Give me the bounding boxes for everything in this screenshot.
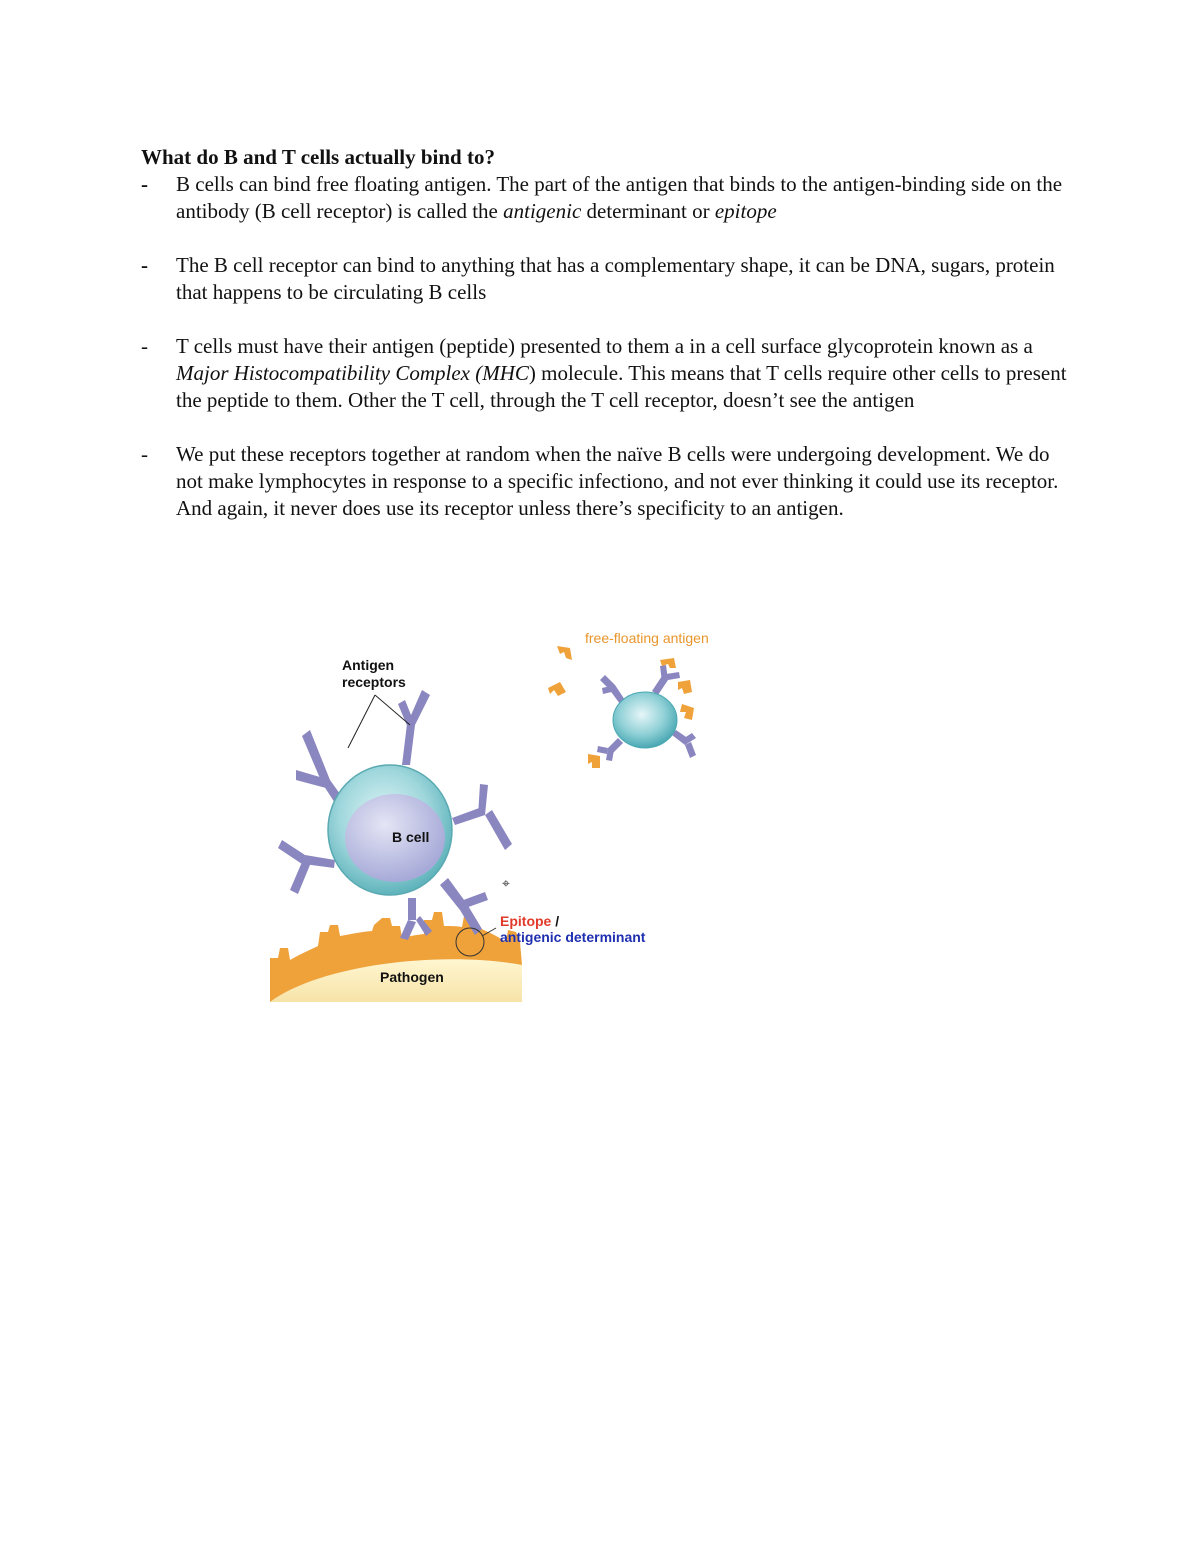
text-run: ) molecule. This means that T cells require other cells to present the peptide to them. Other the T cell, through the T cell receptor, doesn’t see the antigen <box>176 361 1067 412</box>
slash: / <box>551 913 560 929</box>
bullet-marker: - <box>141 172 148 196</box>
bullet-marker: - <box>141 253 148 277</box>
bullet-list <box>141 171 1071 549</box>
bullet-item <box>141 171 1071 225</box>
bullet-text <box>176 172 1062 223</box>
free-floating-antigen-figure <box>548 630 709 768</box>
antigenic-determinant-label: antigenic determinant <box>500 929 646 945</box>
b-cell-diagram-svg <box>260 620 740 1020</box>
free-floating-label: free-floating antigen <box>585 630 709 646</box>
bullet-text <box>176 442 1058 520</box>
label-line-2: receptors <box>342 674 406 690</box>
italic-run: epitope <box>714 199 777 223</box>
text-run: determinant or <box>581 199 715 223</box>
bullet-item <box>141 252 1071 306</box>
bullet-text <box>176 334 1067 412</box>
italic-run: Major Histocompatibility Complex (MHC <box>176 361 529 385</box>
bullet-item <box>141 441 1071 522</box>
b-cell <box>328 765 452 895</box>
cursor-icon: ⌖ <box>502 876 510 892</box>
italic-run: antigenic <box>503 199 582 223</box>
bullet-item <box>141 333 1071 414</box>
bullet-marker: - <box>141 334 148 358</box>
bullet-text <box>176 253 1055 304</box>
pathogen <box>270 912 522 1002</box>
b-cell-label: B cell <box>392 829 430 845</box>
epitope-word: Epitope <box>500 913 552 929</box>
b-cell-diagram <box>260 620 740 1020</box>
label-line-1: Antigen <box>342 657 395 673</box>
antigen-receptors-label <box>342 657 410 748</box>
text-run: We put these receptors together at random when the naïve B cells were undergoing development. We do not make lymphocytes in response to a specific infectiono, and not ever thinking it could use its receptor. And again, it never does use its receptor unless there’s specificity to an antigen. <box>176 442 1059 520</box>
epitope-label <box>500 913 559 929</box>
bullet-marker: - <box>141 442 148 466</box>
text-run: The B cell receptor can bind to anything that has a complementary shape, it can be DNA, sugars, protein that happens to be circulating B cells <box>176 253 1055 304</box>
section-heading: What do B and T cells actually bind to? <box>141 145 495 169</box>
text-run: B cells can bind free floating antigen. The part of the antigen that binds to the antigen-binding side on the antibody (B cell receptor) is called the <box>176 172 1063 223</box>
pathogen-label: Pathogen <box>380 969 444 985</box>
text-run: T cells must have their antigen (peptide) presented to them a in a cell surface glycoprotein known as a <box>176 334 1033 358</box>
